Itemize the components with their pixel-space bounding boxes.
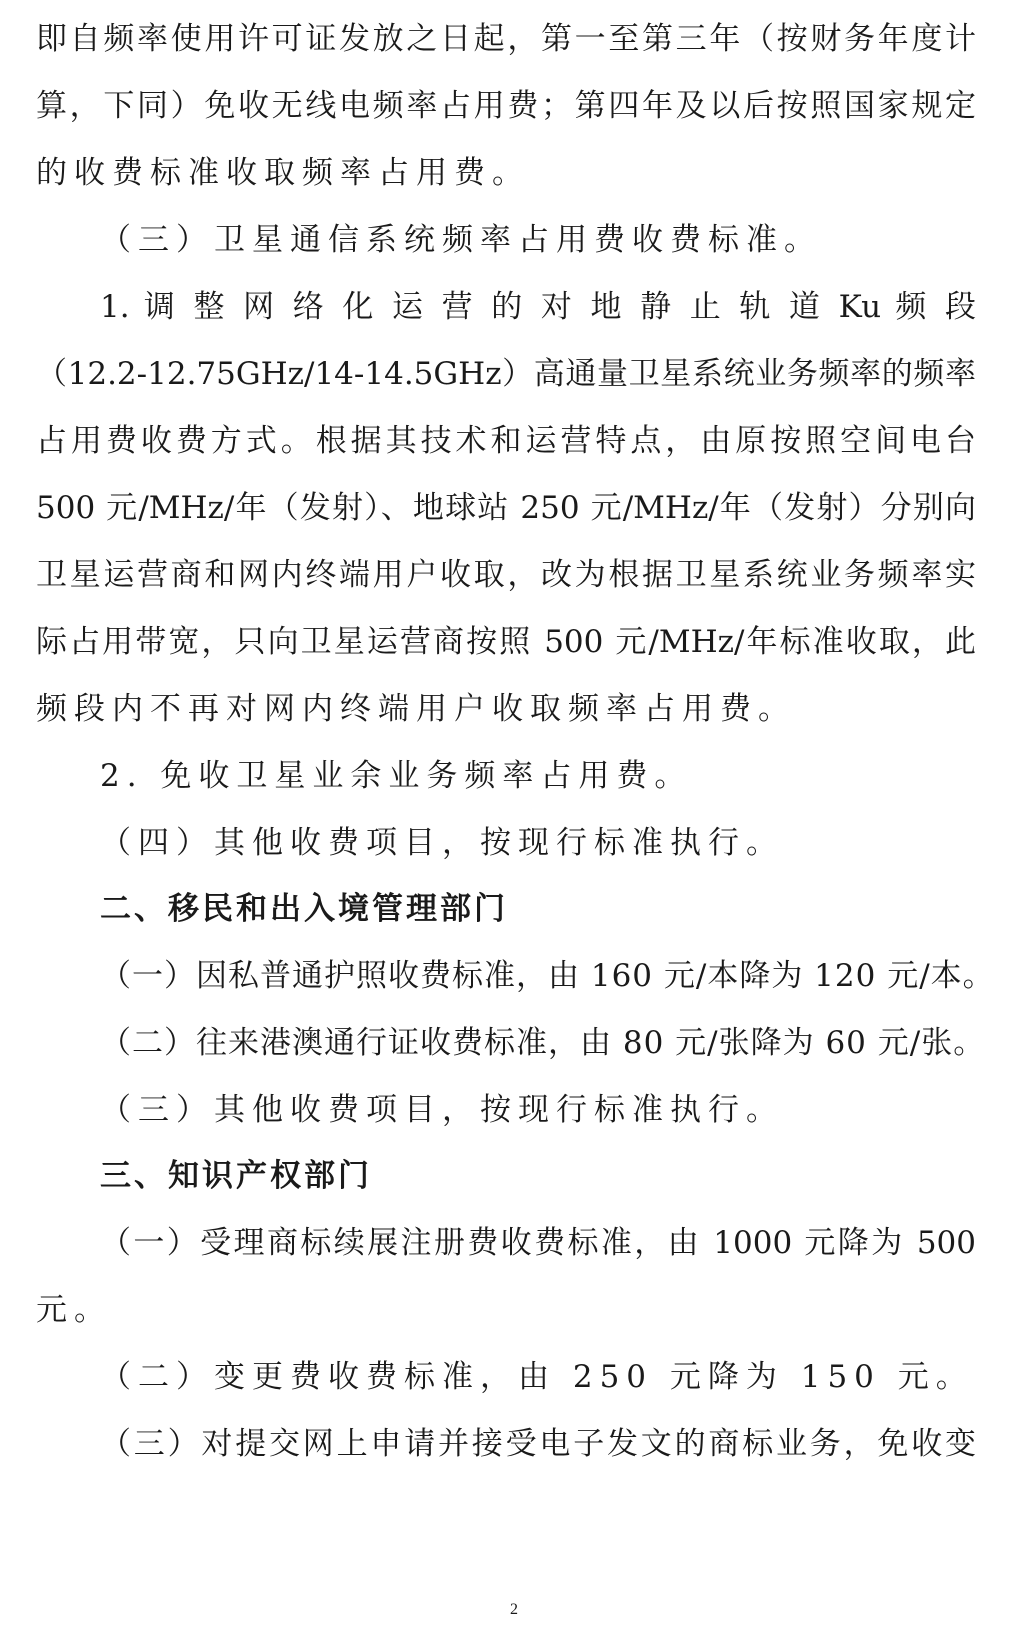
body-text-line: 际占用带宽，只向卫星运营商按照 500 元/MHz/年标准收取，此 — [36, 624, 976, 660]
section-heading: 二、移民和出入境管理部门 — [100, 891, 508, 927]
section-heading: 三、知识产权部门 — [100, 1158, 372, 1194]
list-item-text: （三）对提交网上申请并接受电子发文的商标业务，免收变 — [100, 1426, 976, 1462]
section-subheading: （三）卫星通信系统频率占用费收费标准。 — [100, 222, 822, 258]
body-text-line: 卫星运营商和网内终端用户收取，改为根据卫星系统业务频率实 — [36, 557, 976, 593]
body-text-line: 算，下同）免收无线电频率占用费；第四年及以后按照国家规定 — [36, 88, 976, 124]
list-item-text: 2. 免收卫星业余业务频率占用费。 — [100, 758, 693, 794]
body-text-line: 占用费收费方式。根据其技术和运营特点，由原按照空间电台 — [36, 423, 976, 459]
list-item-text: （一）受理商标续展注册费收费标准，由 1000 元降为 500 — [100, 1225, 976, 1261]
page-number: 2 — [510, 1601, 518, 1618]
list-item-text: （一）因私普通护照收费标准，由 160 元/本降为 120 元/本。 — [100, 958, 995, 994]
list-item-text: （二）变更费收费标准，由 250 元降为 150 元。 — [100, 1359, 974, 1395]
section-subheading: （四）其他收费项目，按现行标准执行。 — [100, 825, 784, 861]
list-item-text: （三）其他收费项目，按现行标准执行。 — [100, 1092, 784, 1128]
list-item-text: 1. 调 整 网 络 化 运 营 的 对 地 静 止 轨 道 Ku 频 段 — [100, 289, 976, 325]
list-item-text: （二）往来港澳通行证收费标准，由 80 元/张降为 60 元/张。 — [100, 1025, 986, 1061]
body-text-line: 频段内不再对网内终端用户收取频率占用费。 — [36, 691, 796, 727]
body-text-line: 元。 — [36, 1292, 112, 1328]
body-text-line: 的收费标准收取频率占用费。 — [36, 155, 530, 191]
body-text-line: 500 元/MHz/年（发射）、地球站 250 元/MHz/年（发射）分别向 — [36, 490, 976, 526]
body-text-line: 即自频率使用许可证发放之日起，第一至第三年（按财务年度计 — [36, 21, 976, 57]
body-text-line: （12.2-12.75GHz/14-14.5GHz）高通量卫星系统业务频率的频率 — [36, 356, 976, 392]
